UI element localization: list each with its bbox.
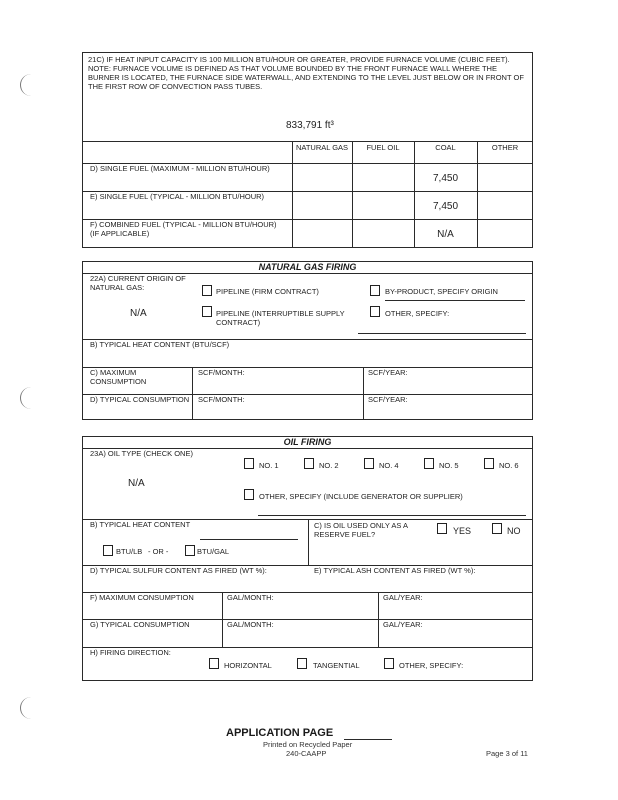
btu-gal-label: BTU/GAL (197, 547, 230, 556)
row-single-fuel-typical-coal[interactable]: 7,450 (432, 201, 459, 212)
pipeline-firm-checkbox[interactable] (202, 285, 212, 296)
punch-hole-mark (20, 387, 31, 409)
btu-gal-checkbox[interactable] (185, 545, 195, 556)
natural-gas-title: NATURAL GAS FIRING (258, 262, 357, 272)
oil-heat-content-label: B) TYPICAL HEAT CONTENT (90, 520, 191, 529)
gas-other-checkbox[interactable] (370, 306, 380, 317)
oil-no1-checkbox[interactable] (244, 458, 254, 469)
gas-origin-na: N/A (130, 308, 147, 319)
oil-no5-label: NO. 5 (439, 461, 459, 470)
row-combined-fuel-label: F) COMBINED FUEL (TYPICAL - MILLION BTU/HOUR) (IF APPLICABLE) (90, 220, 277, 238)
oil-other-checkbox[interactable] (244, 489, 254, 500)
gas-typ-scf-year-label: SCF/YEAR: (368, 395, 408, 404)
tangential-label: TANGENTIAL (313, 661, 360, 670)
oil-type-na: N/A (128, 478, 145, 489)
row-single-fuel-typical-label: E) SINGLE FUEL (TYPICAL - MILLION BTU/HOUR) (90, 192, 265, 201)
punch-hole-mark (20, 697, 31, 719)
column-coal: COAL (435, 143, 456, 152)
oil-no5-checkbox[interactable] (424, 458, 434, 469)
oil-heat-content-input[interactable] (200, 539, 298, 540)
gas-other-label: OTHER, SPECIFY: (385, 309, 450, 318)
horizontal-checkbox[interactable] (209, 658, 219, 669)
gas-typical-consumption-label: D) TYPICAL CONSUMPTION (90, 395, 190, 404)
btu-lb-label: BTU/LB (116, 547, 143, 556)
reserve-no-label: NO (507, 526, 521, 536)
oil-other-specify-line[interactable] (258, 515, 526, 516)
oil-firing-title: OIL FIRING (283, 437, 332, 447)
furnace-volume-value[interactable]: 833,791 ft³ (286, 120, 334, 131)
gas-origin-label: 22A) CURRENT ORIGIN OF NATURAL GAS: (90, 274, 186, 292)
row-single-fuel-max-coal[interactable]: 7,450 (432, 173, 459, 184)
gas-max-consumption-label: C) MAXIMUM CONSUMPTION (90, 368, 147, 386)
oil-no2-label: NO. 2 (319, 461, 339, 470)
oil-type-label: 23A) OIL TYPE (CHECK ONE) (90, 449, 193, 458)
oil-max-gal-month-label: GAL/MONTH: (227, 593, 274, 602)
oil-max-consumption-label: F) MAXIMUM CONSUMPTION (90, 593, 194, 602)
oil-no2-checkbox[interactable] (304, 458, 314, 469)
btu-lb-checkbox[interactable] (103, 545, 113, 556)
oil-typ-gal-year-label: GAL/YEAR: (383, 620, 423, 629)
oil-other-label: OTHER, SPECIFY (INCLUDE GENERATOR OR SUPPLIER) (259, 492, 463, 501)
form-code: 240-CAAPP (286, 749, 327, 758)
row-single-fuel-max-label: D) SINGLE FUEL (MAXIMUM - MILLION BTU/HOUR) (90, 164, 270, 173)
or-label: - OR - (148, 547, 169, 556)
oil-typ-gal-month-label: GAL/MONTH: (227, 620, 274, 629)
gas-max-scf-year-label: SCF/YEAR: (368, 368, 408, 377)
oil-max-gal-year-label: GAL/YEAR: (383, 593, 423, 602)
sulfur-content-label: D) TYPICAL SULFUR CONTENT AS FIRED (WT %): (90, 566, 267, 575)
oil-typical-consumption-label: G) TYPICAL CONSUMPTION (90, 620, 190, 629)
gas-typ-scf-month-label: SCF/MONTH: (198, 395, 245, 404)
reserve-yes-label: YES (453, 526, 472, 536)
byproduct-checkbox[interactable] (370, 285, 380, 296)
reserve-fuel-question: C) IS OIL USED ONLY AS A RESERVE FUEL? (314, 521, 408, 539)
pipeline-interruptible-label: PIPELINE (INTERRUPTIBLE SUPPLY CONTRACT) (216, 309, 345, 327)
firing-direction-label: H) FIRING DIRECTION: (90, 648, 171, 657)
ash-content-label: E) TYPICAL ASH CONTENT AS FIRED (WT %): (314, 566, 476, 575)
oil-no1-label: NO. 1 (259, 461, 279, 470)
page-number: Page 3 of 11 (486, 749, 528, 758)
reserve-yes-checkbox[interactable] (437, 523, 447, 534)
byproduct-specify-line[interactable] (385, 300, 525, 301)
reserve-no-checkbox[interactable] (492, 523, 502, 534)
column-natural-gas: NATURAL GAS (295, 143, 349, 152)
oil-no6-label: NO. 6 (499, 461, 519, 470)
firing-other-checkbox[interactable] (384, 658, 394, 669)
horizontal-label: HORIZONTAL (224, 661, 272, 670)
tangential-checkbox[interactable] (297, 658, 307, 669)
oil-no4-label: NO. 4 (379, 461, 399, 470)
pipeline-interruptible-checkbox[interactable] (202, 306, 212, 317)
column-fuel-oil: FUEL OIL (366, 143, 400, 152)
byproduct-label: BY-PRODUCT, SPECIFY ORIGIN (385, 287, 498, 296)
furnace-volume-question: 21C) IF HEAT INPUT CAPACITY IS 100 MILLION BTU/HOUR OR GREATER, PROVIDE FURNACE VOLUME (CUBIC FEET). NOTE: FURNACE VOLUME IS DEFINED AS THAT VOLUME BOUNDED BY THE FRONT FURNACE WALL WHERE THE BURNER IS LOCATED, THE FURNACE SIDE WATERWALL, AND EXTENDING TO THE LEVEL JUST BELOW OR IN FRONT OF THE FIRST ROW OF CONVECTION PASS TUBES. (88, 55, 524, 91)
column-other: OTHER (491, 143, 519, 152)
pipeline-firm-label: PIPELINE (FIRM CONTRACT) (216, 287, 319, 296)
punch-hole-mark (20, 74, 31, 96)
firing-other-label: OTHER, SPECIFY: (399, 661, 464, 670)
oil-no4-checkbox[interactable] (364, 458, 374, 469)
gas-max-scf-month-label: SCF/MONTH: (198, 368, 245, 377)
gas-heat-content-label: B) TYPICAL HEAT CONTENT (BTU/SCF) (90, 340, 230, 349)
oil-no6-checkbox[interactable] (484, 458, 494, 469)
recycled-paper-note: Printed on Recycled Paper (263, 740, 353, 749)
row-combined-fuel-coal[interactable]: N/A (437, 229, 454, 240)
application-page-label: APPLICATION PAGE (226, 727, 334, 739)
gas-other-specify-line[interactable] (358, 333, 526, 334)
